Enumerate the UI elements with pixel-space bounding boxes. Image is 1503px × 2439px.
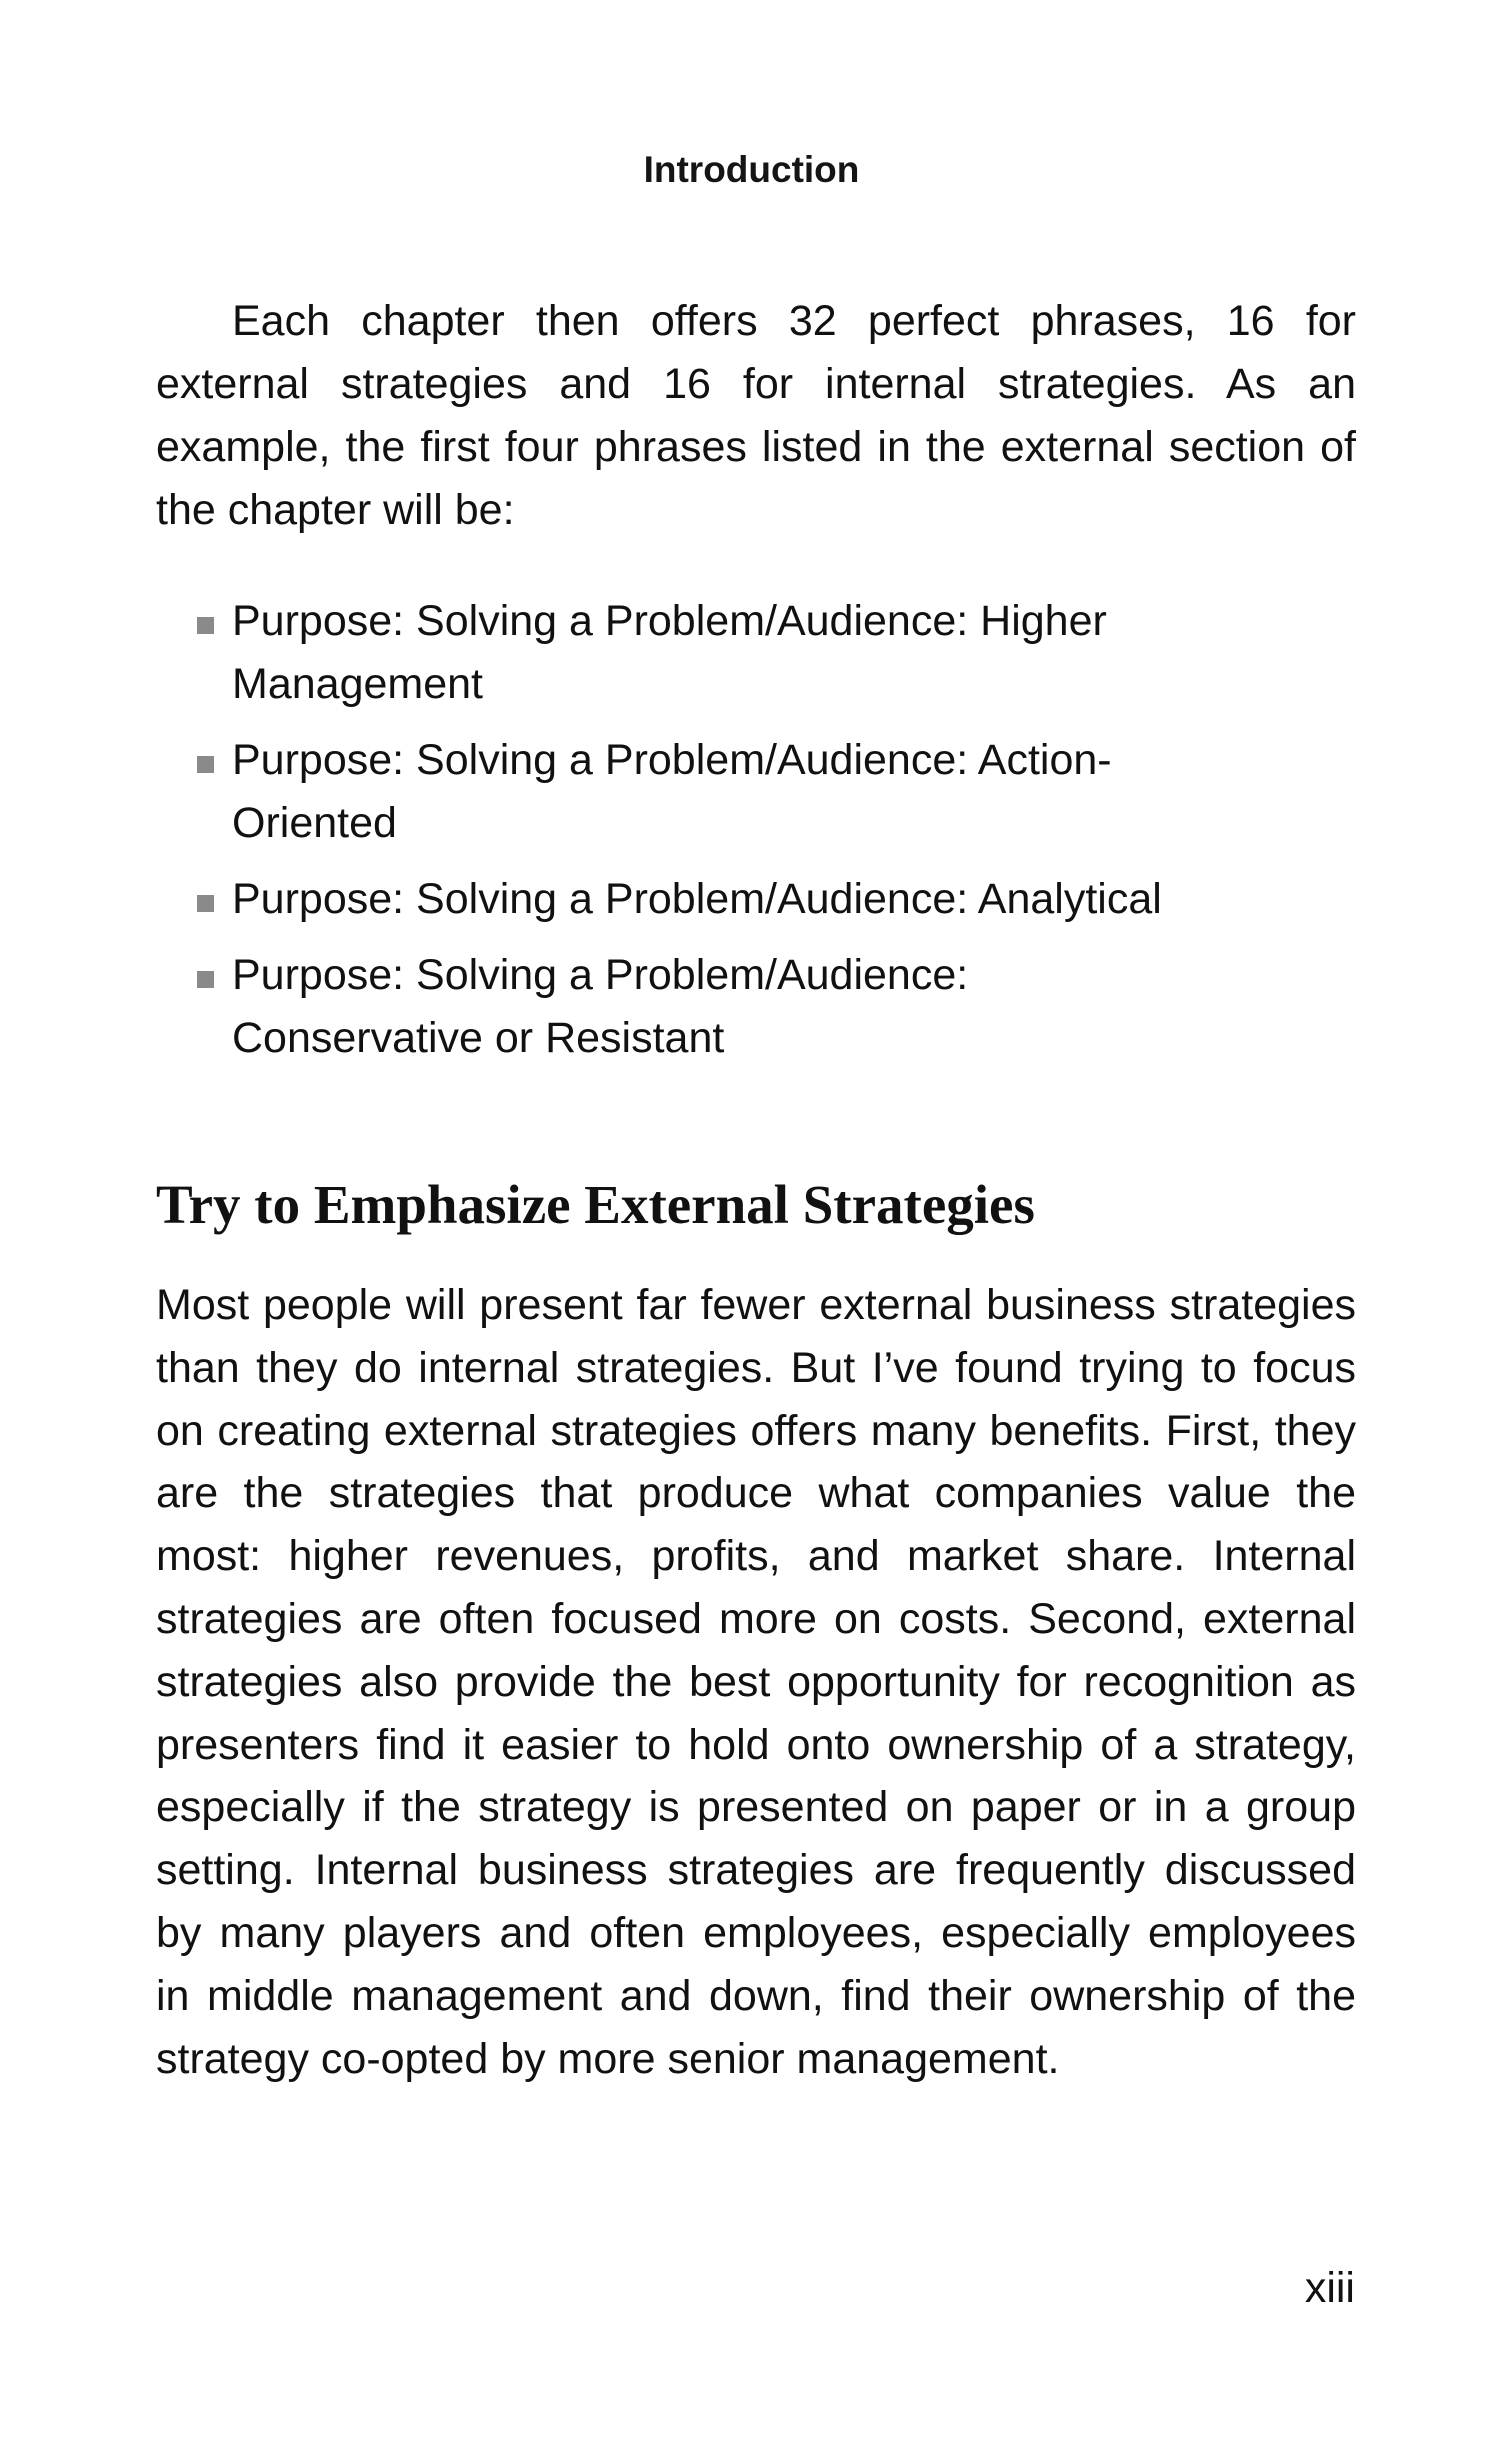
- square-bullet-icon: [197, 617, 214, 634]
- square-bullet-icon: [197, 895, 214, 912]
- page-number: xiii: [1304, 2264, 1355, 2312]
- list-item-text: Purpose: Solving a Problem/Audience: Analytical: [232, 875, 1162, 923]
- square-bullet-icon: [197, 756, 214, 773]
- square-bullet-icon: [197, 971, 214, 988]
- running-head: Introduction: [643, 149, 860, 190]
- list-item: [156, 729, 1212, 855]
- list-item: [156, 868, 1212, 931]
- body-paragraph: Most people will present far fewer external business strategies than they do internal strategies. But I’ve found trying to focus on creating external strategies offers many benefits. First, they are the strategies that produce what companies value the most: higher revenues, profits, and market share. Internal strategies are often focused more on costs. Second, external strategies also provide the best opportunity for recognition as presenters find it easier to hold onto ownership of a strategy, especially if the strategy is presented on paper or in a group setting. Internal business strategies are frequently discussed by many players and often employees, especially employees in middle management and down, find their ownership of the strategy co-opted by more senior management.: [156, 1281, 1356, 2083]
- list-item-text: Purpose: Solving a Problem/Audience: Higher Management: [232, 597, 1107, 708]
- section-heading: Try to Emphasize External Strategies: [156, 1174, 1035, 1235]
- list-item-text: Purpose: Solving a Problem/Audience: Action-Oriented: [232, 736, 1112, 847]
- list-item: [156, 590, 1212, 716]
- list-item: [156, 944, 1212, 1070]
- list-item-text: Purpose: Solving a Problem/Audience: Conservative or Resistant: [232, 951, 969, 1062]
- intro-paragraph: Each chapter then offers 32 perfect phrases, 16 for external strategies and 16 for internal strategies. As an example, the first four phrases listed in the external section of the chapter will be:: [156, 297, 1356, 534]
- phrase-list: [156, 590, 1356, 1083]
